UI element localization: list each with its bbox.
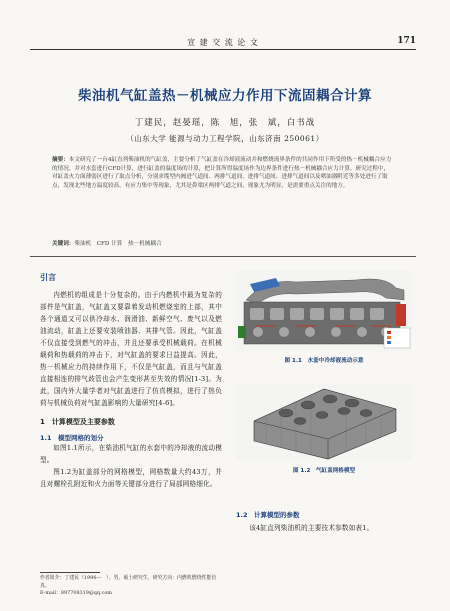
left-column: [40, 272, 222, 490]
paper-title: 柴油机气缸盖热－机械应力作用下流固耦合计算: [78, 88, 372, 104]
author-email: E-mail：897708319@qq.com: [40, 590, 112, 596]
section12-paragraph: 该4缸直列柴油机的主要技术参数如表1。: [249, 524, 374, 532]
keywords-label: 关键词：: [52, 241, 75, 247]
page-number: 171: [397, 36, 416, 46]
section1-heading: 1 计算模型及主要参数: [40, 418, 115, 426]
affiliation: （山东大学 能源与动力工程学院，山东济南 250061）: [126, 134, 324, 143]
section11-paragraph-2: 图1.2为缸盖部分的网格模型，网格数量大约43万，并且对螺栓孔附近和火力面等关键部分进行了局部网格细化。: [40, 468, 222, 488]
keywords-text: 柴油机 CFD 计算 热－机械耦合: [74, 241, 162, 247]
keywords: [52, 240, 394, 248]
section11-paragraph-1: 如图1.1所示，在柴油机气缸的水套中的冷却液的流动模型。: [40, 444, 222, 464]
abstract-text: 本文研究了一台4缸直列柴油机的气缸盖，主要分析了气缸盖在冷却液流动并和燃烧流界条件的共同作用下所受的热－机械耦合应力的情况。并对水套进行CFD计算，进行缸盖的温度场的计算，把计算所得温度场作为边界条件进行热－机械耦合应力计算。研究过程中，对缸盖火力面薄弱区进行了取点分析，分别求缆型内阀进气道间、两排气道间、进排气道间、进排气道间以及喷油器附近等多处进行了取点，发现北些地方温度较高，有应力集中等现象，尤其是鼻梁区两排气道之间，现象尤为明显，是需要重点关注的地方。: [52, 157, 392, 189]
abstract: [52, 156, 394, 190]
footnote-rule: [40, 572, 100, 573]
section-divider: [30, 256, 416, 257]
figure1-caption: 图 1.1 水套中冷却液流动示意: [284, 358, 364, 364]
figure-water-jacket: [236, 270, 412, 352]
running-header: [30, 36, 416, 50]
intro-heading: 引言: [40, 273, 56, 282]
journal-name: 宣 建 交 流 论 文: [187, 38, 259, 47]
figure2-caption: 图 1.2 气缸盖网格模型: [292, 468, 356, 474]
author-bio: 作者简介：丁建民（1996— ），男，硕士研究生，研究方向：内燃机燃烧性能仿真。: [40, 575, 217, 589]
author-list: 丁建民，赵晏瑶，陈 旭，张 斌，白书战: [134, 118, 316, 128]
right-column-text: [236, 510, 414, 534]
footnote: [40, 575, 222, 598]
abstract-label: 摘要：: [52, 157, 69, 163]
figure-cylinder-head-mesh: [236, 383, 412, 461]
intro-paragraph: 内燃机的组成是十分复杂的。由于内燃机中最为复杂的部件是气缸盖，气缸盖又要靠着发动机燃烧室的上部，其中各个通道又可以供冷却水、润滑油、新鲜空气、废气以及燃油流动，缸盖上还要安装喷油器、其排气管。因此，气缸盖不仅直接受到燃气的冲击，并且还要承受机械载荷。在机械载荷和热载荷的冲击下，对气缸盖的要求日益提高。因此，热－机械应力的持续作用下，不仅是气缸盖，而且与气缸盖直接相连的排气歧管也会产生变形甚至失效的情况[1-3]。为此，国内外大量学者对气缸盖进行了仿真模拟，进行了热负荷与机械负荷对气缸盖影响的大量研究[4-6]。: [40, 291, 222, 407]
section11-heading: 1.1 模型网格的划分: [40, 434, 104, 442]
section12-heading: 1.2 计算模型的参数: [236, 511, 300, 519]
